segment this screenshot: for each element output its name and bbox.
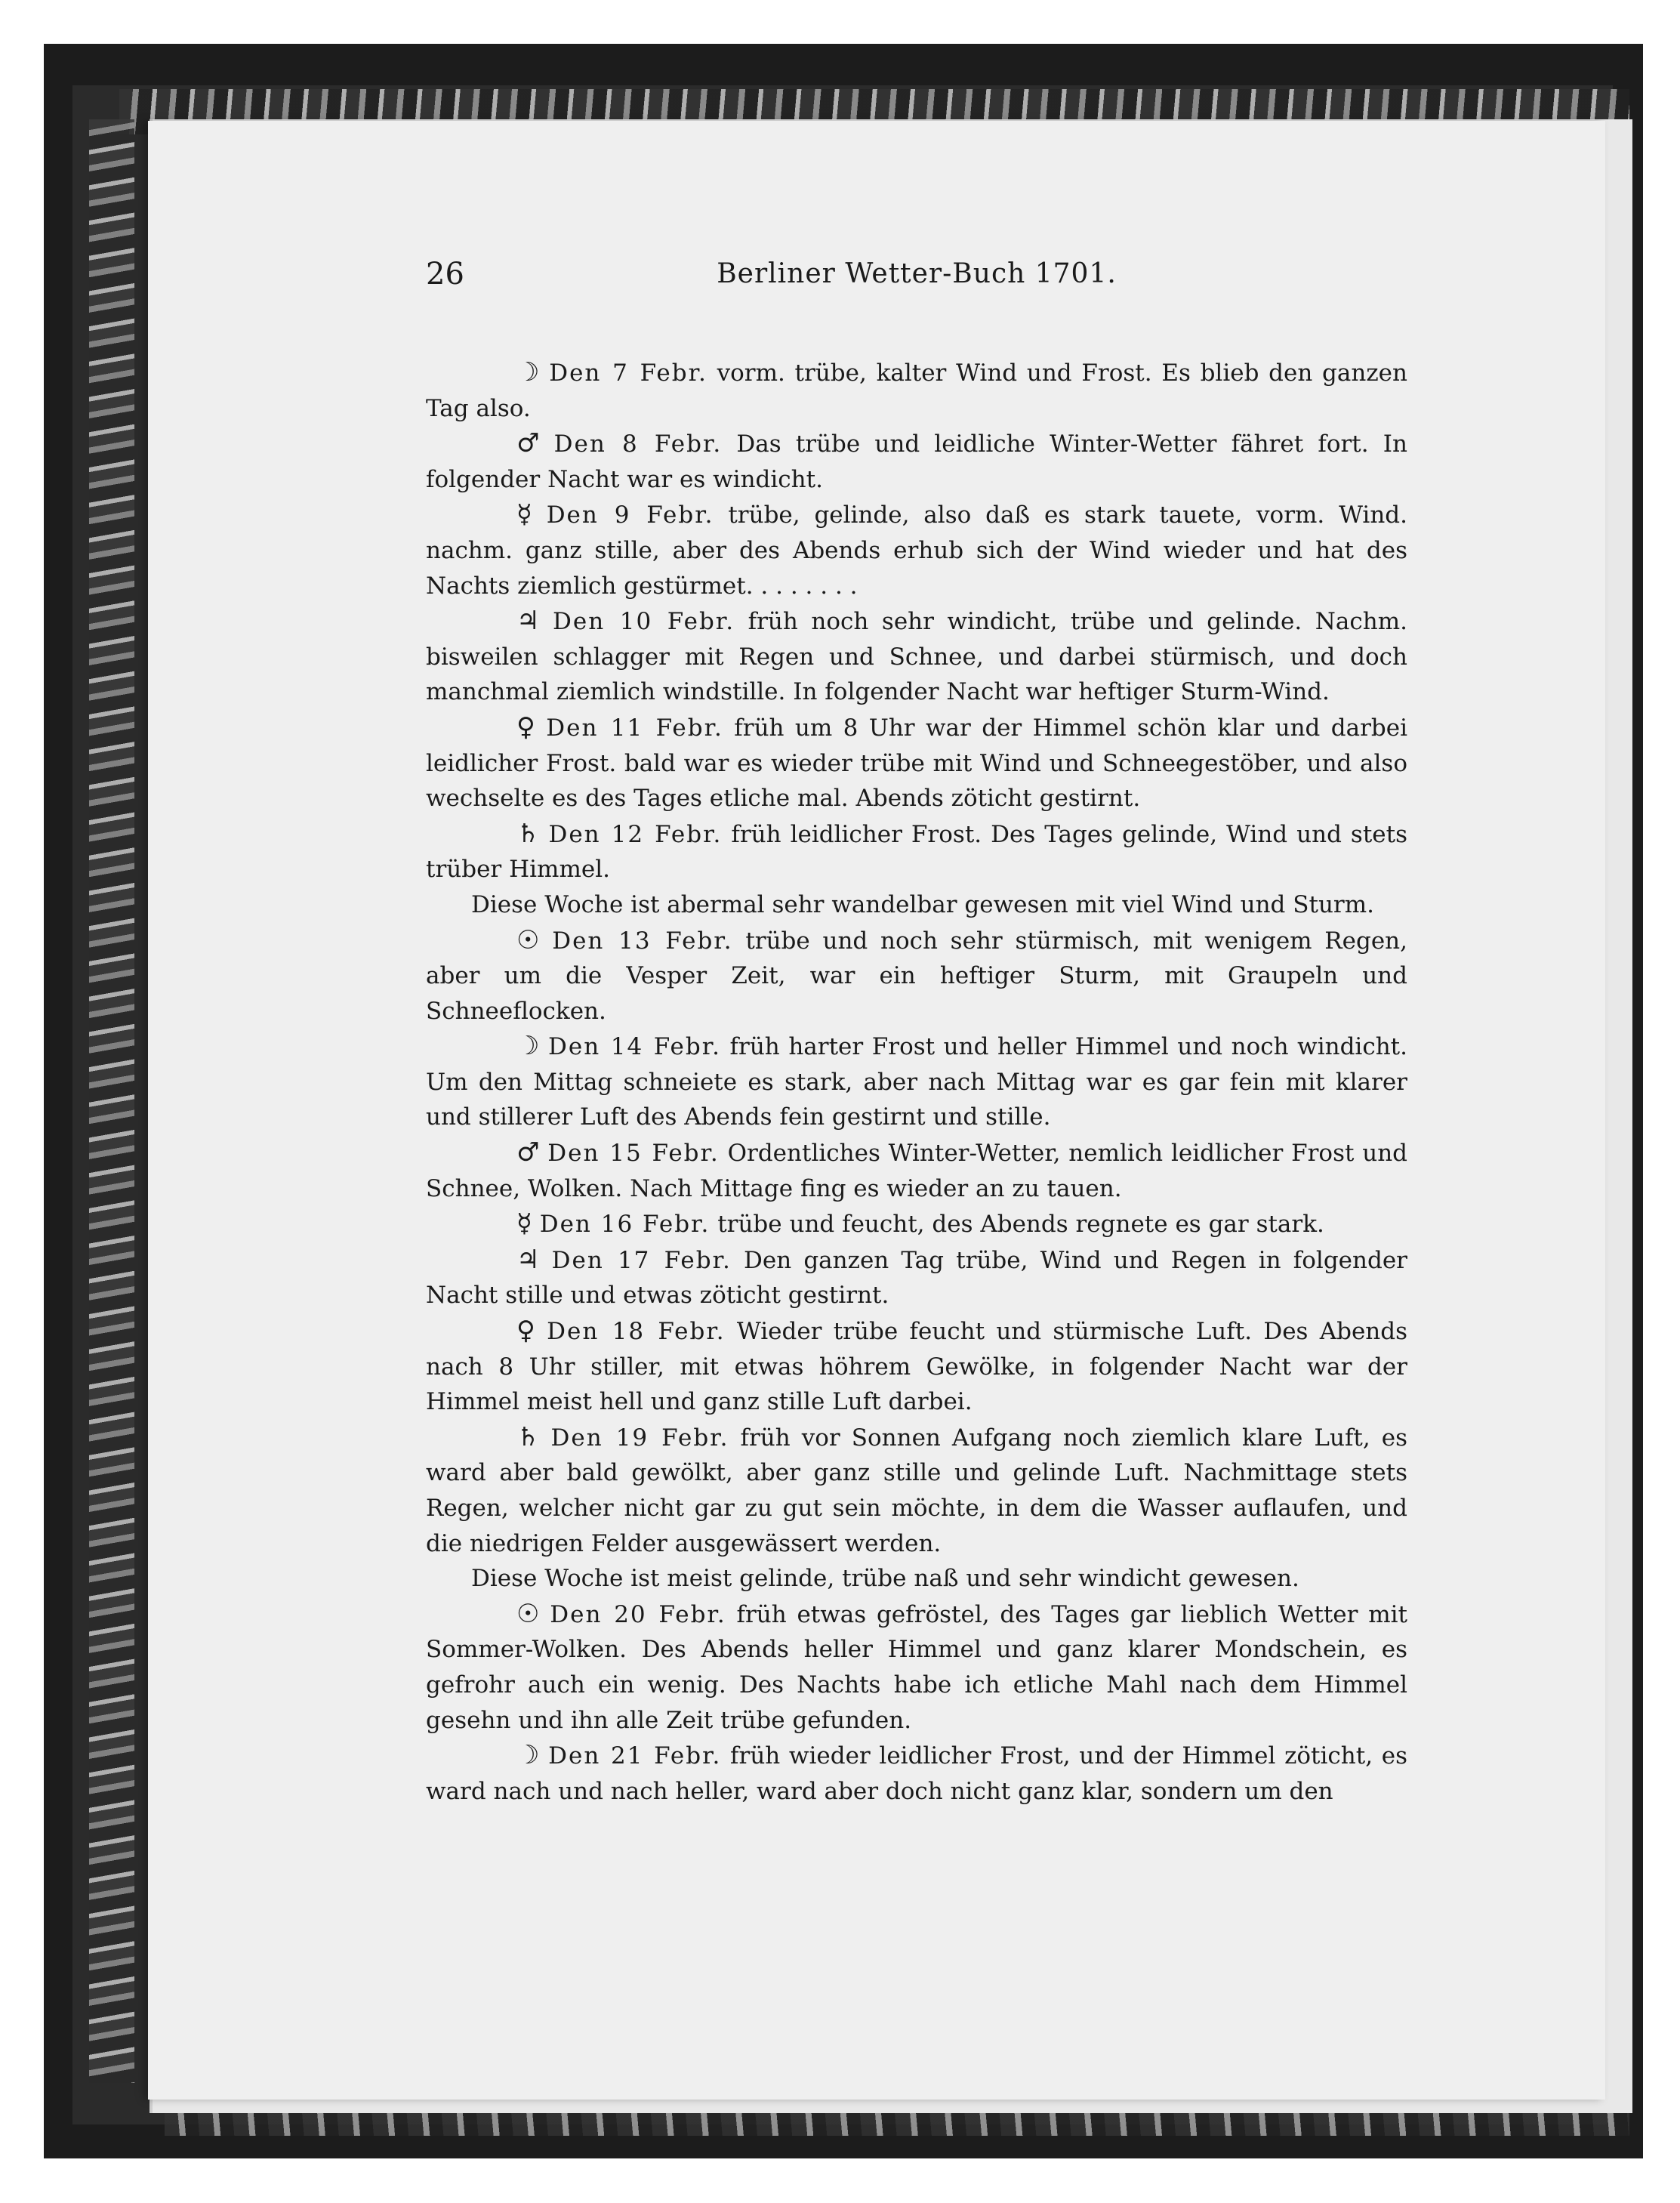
entry-date: Den 13 Febr.: [552, 927, 733, 955]
weekday-symbol: ♂: [516, 1137, 540, 1168]
marbled-edge-left: [89, 119, 134, 2083]
weekday-symbol: ♃: [516, 1244, 540, 1275]
entry-date: Den 20 Febr.: [550, 1600, 726, 1628]
entry-text: vorm. trübe, kalter Wind und Frost. Es blieb den ganzen Tag also.: [426, 359, 1407, 422]
weekday-symbol: ♃: [516, 606, 540, 637]
body-text: [426, 355, 1407, 1809]
entry-date: Den 8 Febr.: [553, 430, 723, 458]
weekday-symbol: ☽: [516, 1031, 540, 1062]
entry-text: früh noch sehr windicht, trübe und gelinde. Nachm. bisweilen schlagger mit Regen und Schnee, und darbei stürmisch, und doch manchmal ziemlich windstille. In folgender Nacht war heftiger Sturm-Wind.: [426, 608, 1407, 706]
weekday-symbol: ♄: [516, 1421, 540, 1452]
running-head: Berliner Wetter-Buch 1701.: [717, 258, 1117, 289]
entry-text: Den ganzen Tag trübe, Wind und Regen in folgender Nacht stille und etwas zöticht gestirnt.: [426, 1246, 1407, 1310]
entry-text: früh wieder leidlicher Frost, und der Himmel zöticht, es ward nach und nach heller, ward aber doch nicht ganz klar, sondern um den: [426, 1742, 1407, 1805]
entry-paragraph: [426, 355, 1407, 426]
weekday-symbol: ☉: [516, 1598, 540, 1629]
entry-paragraph: [426, 1597, 1407, 1738]
entry-date: Den 21 Febr.: [548, 1742, 722, 1770]
entry-date: Den 15 Febr.: [547, 1140, 720, 1168]
week-summary: [426, 887, 1407, 923]
entry-text: früh um 8 Uhr war der Himmel schön klar und darbei leidlicher Frost. bald war es wieder trübe mit Wind und Schneegestöber, und also wechselte es des Tages etliche mal. Abends zöticht gestirnt.: [426, 714, 1408, 813]
entry-date: Den 17 Febr.: [551, 1246, 732, 1274]
week-summary: [426, 1561, 1407, 1597]
entry-date: Den 9 Febr.: [546, 501, 714, 529]
weekday-symbol: ♀: [516, 711, 535, 742]
entry-text: früh vor Sonnen Aufgang noch ziemlich klare Luft, es ward aber bald gewölkt, aber ganz stille und gelinde Luft. Nachmittage stets Regen, welcher nicht gar zu gut sein möchte, in dem die Wasser auflaufen, und die niedrigen Felder ausgewässert werden.: [426, 1424, 1408, 1557]
weekday-symbol: ♀: [516, 1316, 535, 1347]
entry-paragraph: [426, 1738, 1407, 1809]
entry-text: Wieder trübe feucht und stürmische Luft. Des Abends nach 8 Uhr stiller, mit etwas höhrem Gewölke, in folgender Nacht war der Himmel meist hell und ganz stille Luft darbei.: [426, 1318, 1408, 1416]
entry-text: trübe und noch sehr stürmisch, mit wenigem Regen, aber um die Vesper Zeit, war ein heftiger Sturm, mit Graupeln und Schneeflocken.: [426, 927, 1407, 1025]
entry-paragraph: [426, 1420, 1407, 1561]
entry-text: trübe und feucht, des Abends regnete es gar stark.: [717, 1211, 1324, 1239]
entry-date: Den 11 Febr.: [546, 714, 723, 742]
entry-date: Den 18 Febr.: [547, 1318, 726, 1346]
entry-date: Den 10 Febr.: [553, 608, 735, 636]
entry-date: Den 19 Febr.: [550, 1424, 729, 1452]
entry-paragraph: [426, 923, 1407, 1029]
page-header: [426, 257, 1407, 302]
entry-paragraph: [426, 816, 1407, 887]
entry-date: Den 12 Febr.: [548, 820, 723, 848]
entry-text: früh harter Frost und heller Himmel und noch windicht. Um den Mittag schneiete es stark, aber nach Mittag war es gar fein mit klarer und stillerer Luft des Abends fein gestirnt und stille.: [426, 1033, 1407, 1131]
weekday-symbol: ☽: [516, 357, 540, 387]
weekday-symbol: ☉: [516, 924, 540, 955]
entry-text: früh leidlicher Frost. Des Tages gelinde, Wind und stets trüber Himmel.: [426, 820, 1407, 884]
summary-text: Diese Woche ist meist gelinde, trübe naß und sehr windicht gewesen.: [471, 1565, 1299, 1593]
weekday-symbol: ☿: [516, 499, 532, 530]
entry-text: Ordentliches Winter-Wetter, nemlich leidlicher Frost und Schnee, Wolken. Nach Mittage fing es wieder an zu tauen.: [426, 1140, 1408, 1202]
weekday-symbol: ♄: [516, 818, 540, 849]
entry-text: trübe, gelinde, also daß es stark tauete, vorm. Wind. nachm. ganz stille, aber des Abends erhub sich der Wind wieder und hat des Nachts ziemlich gestürmet. . . . . . . .: [426, 501, 1407, 600]
entry-paragraph: [426, 426, 1407, 497]
entry-paragraph: [426, 1206, 1407, 1242]
entry-date: Den 14 Febr.: [548, 1033, 721, 1061]
entry-paragraph: [426, 1313, 1407, 1420]
weekday-symbol: ☿: [516, 1208, 532, 1239]
entry-date: Den 7 Febr.: [549, 359, 707, 387]
weekday-symbol: ☽: [516, 1740, 540, 1771]
entry-paragraph: [426, 497, 1407, 603]
summary-text: Diese Woche ist abermal sehr wandelbar gewesen mit viel Wind und Sturm.: [471, 890, 1374, 918]
entry-paragraph: [426, 710, 1407, 816]
page-number: 26: [426, 257, 464, 292]
entry-text: Das trübe und leidliche Winter-Wetter fähret fort. In folgender Nacht war es windicht.: [426, 430, 1407, 493]
entry-paragraph: [426, 1029, 1407, 1135]
entry-paragraph: [426, 1242, 1407, 1313]
entry-text: früh etwas gefröstel, des Tages gar lieblich Wetter mit Sommer-Wolken. Des Abends heller Himmel und ganz klarer Mondschein, es gefrohr auch ein wenig. Des Nachts habe ich etliche Mahl nach dem Himmel gesehn und ihn alle Zeit trübe gefunden.: [426, 1600, 1407, 1734]
entry-paragraph: [426, 603, 1407, 710]
entry-paragraph: [426, 1135, 1407, 1206]
weekday-symbol: ♂: [516, 428, 540, 459]
entry-date: Den 16 Febr.: [539, 1211, 711, 1239]
